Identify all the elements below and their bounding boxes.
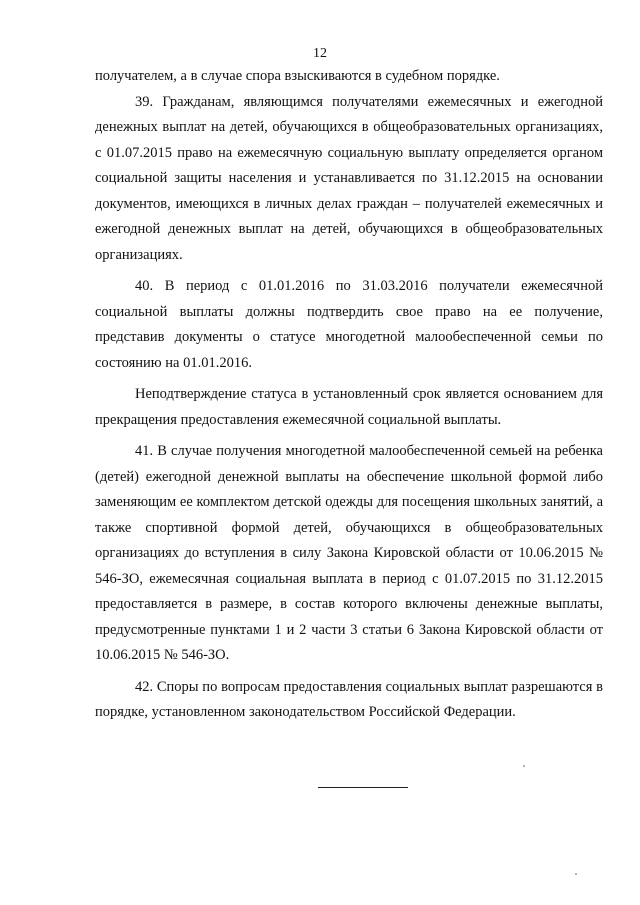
paragraph-39: 39. Гражданам, являющимся получателями ежемесячных и ежегодной денежных выплат на детей, обучающихся в общеобразовательных организациях, с 01.07.2015 право на ежемесячную социальную выплату определяется органом социальной защиты населения и устанавливается по 31.12.2015 на основании документов, имеющихся в личных делах граждан – получателей ежемесячных и ежегодной денежных выплат на детей, обучающихся в общеобразовательных организациях. (95, 93, 603, 263)
paragraph-40: 40. В период с 01.01.2016 по 31.03.2016 получатели ежемесячной социальной выплаты должны подтвердить свое право на ее получение, представив документы о статусе многодетной малообеспеченной семьи по состоянию на 01.01.2016. (95, 278, 603, 371)
paragraph-40-note: Неподтверждение статуса в установленный срок является основанием для прекращения предоставления ежемесячной социальной выплаты. (95, 386, 603, 428)
page-number: 12 (313, 46, 327, 61)
end-separator-line (318, 787, 408, 788)
scan-speck (575, 873, 577, 875)
document-body (95, 64, 603, 726)
scan-speck (523, 765, 525, 767)
paragraph-continuation: получателем, а в случае спора взыскиваются в судебном порядке. (95, 68, 500, 84)
paragraph-41: 41. В случае получения многодетной малообеспеченной семьей на ребенка (детей) ежегодной денежной выплаты на обеспечение школьной формой либо заменяющим ее комплектом детской одежды для посещения школьных занятий, а также спортивной формой детей, обучающихся в общеобразовательных организациях до вступления в силу Закона Кировской области от 10.06.2015 № 546-ЗО, ежемесячная социальная выплата в период с 01.07.2015 по 31.12.2015 предоставляется в размере, в состав которого включены денежные выплаты, предусмотренные пунктами 1 и 2 части 3 статьи 6 Закона Кировской области от 10.06.2015 № 546-ЗО. (95, 443, 603, 663)
paragraph-42: 42. Споры по вопросам предоставления социальных выплат разрешаются в порядке, установленном законодательством Российской Федерации. (95, 678, 603, 720)
